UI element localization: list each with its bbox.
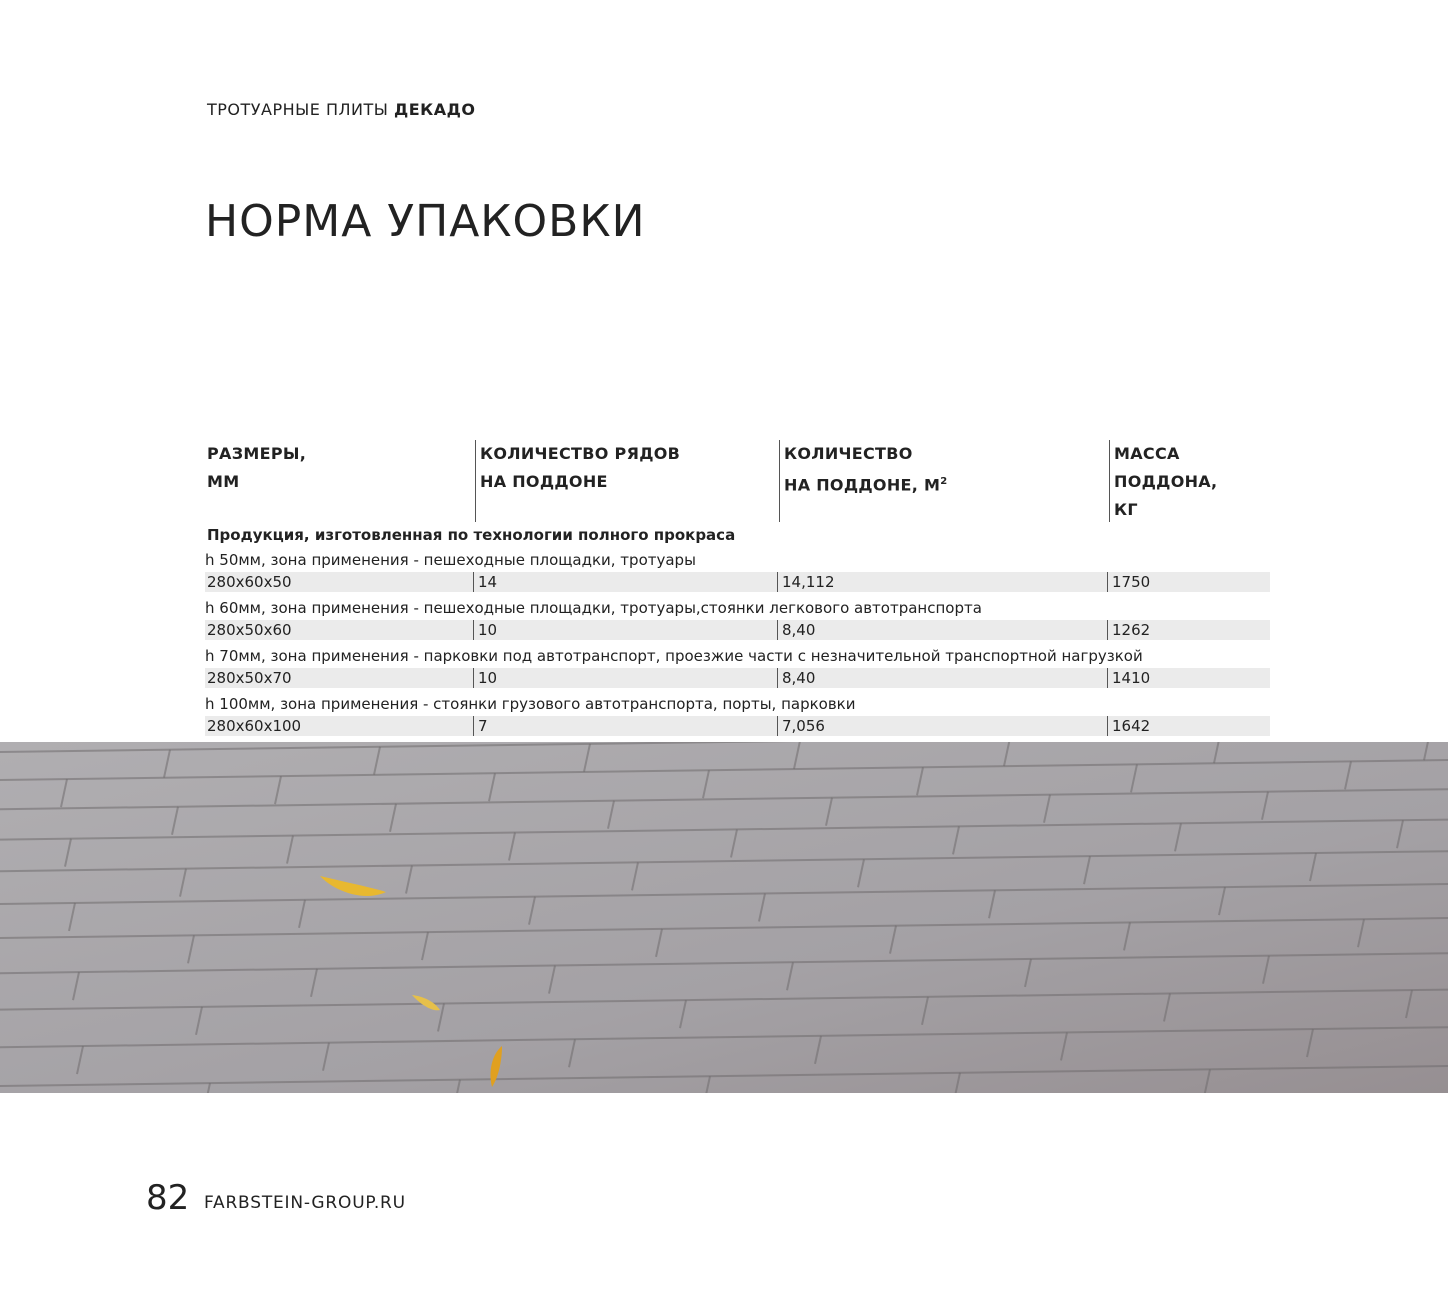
- zone-caption: h 100мм, зона применения - стоянки грузового автотранспорта, порты, парковки: [205, 695, 856, 713]
- table-row: [205, 572, 1270, 592]
- cell-rows: 14: [473, 572, 497, 592]
- paving-stones-image: [0, 742, 1448, 1093]
- cell-size: 280х60х100: [207, 717, 302, 735]
- section-label: [207, 100, 476, 119]
- cell-size: 280х50х60: [207, 621, 292, 639]
- column-header-rows: КОЛИЧЕСТВО РЯДОВ НА ПОДДОНЕ: [475, 440, 680, 522]
- column-header-area: КОЛИЧЕСТВО НА ПОДДОНЕ, $М^2$: [779, 440, 948, 522]
- cell-size: 280х50х70: [207, 669, 292, 687]
- table-header: [205, 440, 1270, 524]
- cell-area: 14,112: [777, 572, 835, 592]
- packaging-table: [205, 440, 1270, 740]
- cell-mass: 1642: [1107, 716, 1150, 736]
- zone-caption: h 50мм, зона применения - пешеходные площадки, тротуары: [205, 551, 696, 569]
- cell-area: 8,40: [777, 620, 815, 640]
- table-row: [205, 668, 1270, 688]
- section-prefix: ТРОТУАРНЫЕ ПЛИТЫ: [207, 100, 389, 119]
- page-number: 82: [146, 1178, 190, 1218]
- cell-mass: 1750: [1107, 572, 1150, 592]
- cell-mass: 1410: [1107, 668, 1150, 688]
- table-row: [205, 620, 1270, 640]
- column-header-size: РАЗМЕРЫ, ММ: [207, 444, 307, 491]
- cell-mass: 1262: [1107, 620, 1150, 640]
- paving-photo: [0, 742, 1448, 1093]
- technology-caption: Продукция, изготовленная по технологии полного прокраса: [207, 526, 736, 544]
- zone-caption: h 60мм, зона применения - пешеходные площадки, тротуары,стоянки легкового автотранспорта: [205, 599, 982, 617]
- column-header-mass: МАССА ПОДДОНА, КГ: [1109, 440, 1270, 522]
- cell-size: 280х60х50: [207, 573, 292, 591]
- cell-area: 8,40: [777, 668, 815, 688]
- page-title: НОРМА УПАКОВКИ: [205, 196, 646, 247]
- section-product: ДЕКАДО: [394, 100, 476, 119]
- site-url: FARBSTEIN-GROUP.RU: [204, 1193, 406, 1213]
- cell-rows: 10: [473, 668, 497, 688]
- table-row: [205, 716, 1270, 736]
- cell-rows: 10: [473, 620, 497, 640]
- cell-area: 7,056: [777, 716, 825, 736]
- cell-rows: 7: [473, 716, 488, 736]
- zone-caption: h 70мм, зона применения - парковки под автотранспорт, проезжие части с незначительной транспортной нагрузкой: [205, 647, 1143, 665]
